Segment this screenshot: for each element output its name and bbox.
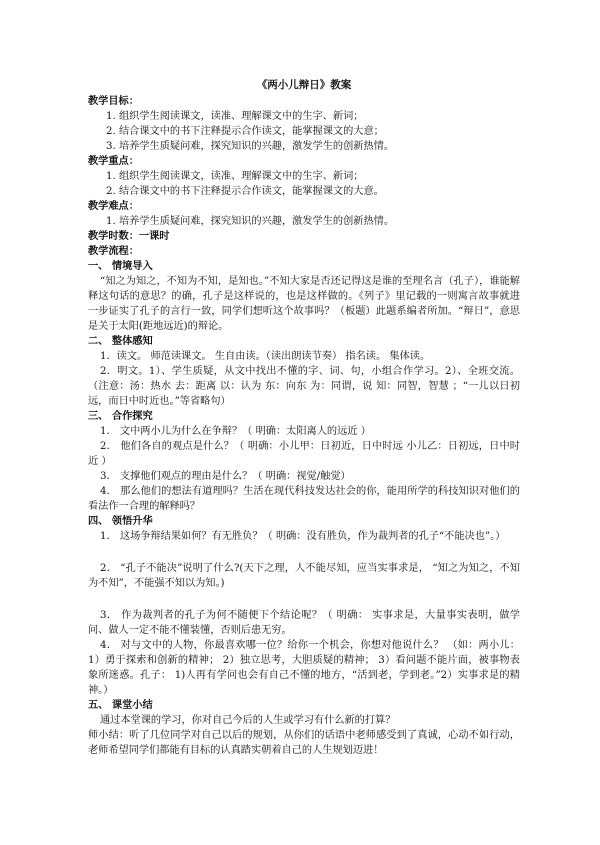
list-item: 3． 支撑他们观点的理由是什么？（ 明确：视觉/触觉）: [100, 471, 351, 482]
key-points-heading: 教学重点：: [88, 155, 139, 167]
objectives-heading: 教学目标：: [88, 95, 139, 107]
list-item: 2. 结合课文中的书下注释提示合作读文，能掌握课文的大意。: [106, 186, 384, 197]
list-item: 4． 那么他们的想法有道理吗？生活在现代科技发达社会的你，能用所学的科技知识对他们的看法作一合理的解释吗？: [88, 486, 520, 512]
page-title: 《两小儿辩日》教案: [256, 79, 352, 91]
list-item: 3. 培养学生质疑问难，探究知识的兴趣，激发学生的创新热情。: [106, 141, 395, 152]
section-1-text: “知之为知之，不知为不知，是知也。”不知大家是否还记得这是谁的至理名言（孔子），谁能解释这句话的意思？的确，孔子是这样说的，也是这样做的。《列子》里记载的一则寓言故事就进一步证实了孔子的言行一致，同学们想听这个故事吗？（板题）此题系编者所加。“辩日”，意思是关于太阳(距地远近)的辩论。: [88, 276, 520, 332]
list-item: 1．读文。 师范读课文。 生自由读。（读出朗读节奏） 指名读。 集体读。: [100, 351, 431, 362]
section-5-question: 通过本堂课的学习，你对自己今后的人生或学习有什么新的打算？: [100, 715, 396, 726]
section-4-heading: 四、 领悟升华: [88, 515, 153, 527]
difficulties-heading: 教学难点：: [88, 200, 139, 212]
spacer: [88, 544, 520, 561]
flow-heading: 教学流程：: [88, 245, 139, 257]
list-item: 2．明文。1）、学生质疑，从文中找出不懂的字、词、句，小组合作学习。2）、全班交流。（注意：汤：热水 去：距离 以：认为 东：向东 为：同谓，说 知：同智，智慧 ；“一儿以日初远，而日中时近也。”等省略句）: [88, 366, 520, 407]
list-item: 2. 结合课文中的书下注释提示合作读文，能掌握课文的大意；: [106, 126, 384, 137]
list-item: 1． 文中两小儿为什么在争辩？（ 明确：太阳离人的远近 ）: [100, 426, 371, 437]
section-3-heading: 三、 合作探究: [88, 410, 153, 422]
list-item: 2． “孔子不能决”说明了什么?(天下之理，人不能尽知，应当实事求是， “知之为知之，不知为不知”，不能强不知以为知。): [88, 563, 520, 589]
list-item: 1. 组织学生阅读课文，读准、理解课文中的生字、新词；: [106, 111, 364, 122]
teacher-summary: 师小结：听了几位同学对自己以后的规划，从你们的话语中老师感受到了真诚，心动不如行动，老师希望同学们都能有目标的认真踏实朝着自己的人生规划迈进！: [88, 730, 520, 756]
list-item: 2． 他们各自的观点是什么？（ 明确：小儿甲：日初近，日中时远 小儿乙：日初远，日中时近 ）: [88, 441, 520, 467]
list-item: 1． 这场争辩结果如何？有无胜负？（ 明确：没有胜负，作为裁判者的孔子“不能决也”。）: [100, 531, 506, 542]
list-item: 1. 组织学生阅读课文，读准、理解课文中的生字、新词；: [106, 171, 364, 182]
teaching-hours: 教学时数：一课时: [88, 230, 170, 242]
list-item: 1. 培养学生质疑问难，探究知识的兴趣，激发学生的创新热情。: [106, 216, 395, 227]
list-item: 3． 作为裁判者的孔子为何不随便下个结论呢？（ 明确： 实事求是，大量事实表明，做学问、做人一定不能不懂装懂，否则后患无穷。: [88, 610, 520, 636]
spacer: [88, 591, 520, 608]
section-5-heading: 五、 课堂小结: [88, 699, 153, 711]
lesson-plan-page: [88, 78, 520, 758]
section-1-heading: 一、 情境导入: [88, 260, 153, 272]
list-item: 4． 对与文中的人物，你最喜欢哪一位？给你一个机会，你想对他说什么？ （如：两小儿：1）勇于探索和创新的精神； 2）独立思考，大胆质疑的精神； 3）看问题不能片面，被事物表象所迷惑。孔子： 1)人再有学问也会有自己不懂的地方，“活到老，学到老。”2）实事求是的精神。）: [88, 640, 520, 696]
section-2-heading: 二、 整体感知: [88, 335, 153, 347]
